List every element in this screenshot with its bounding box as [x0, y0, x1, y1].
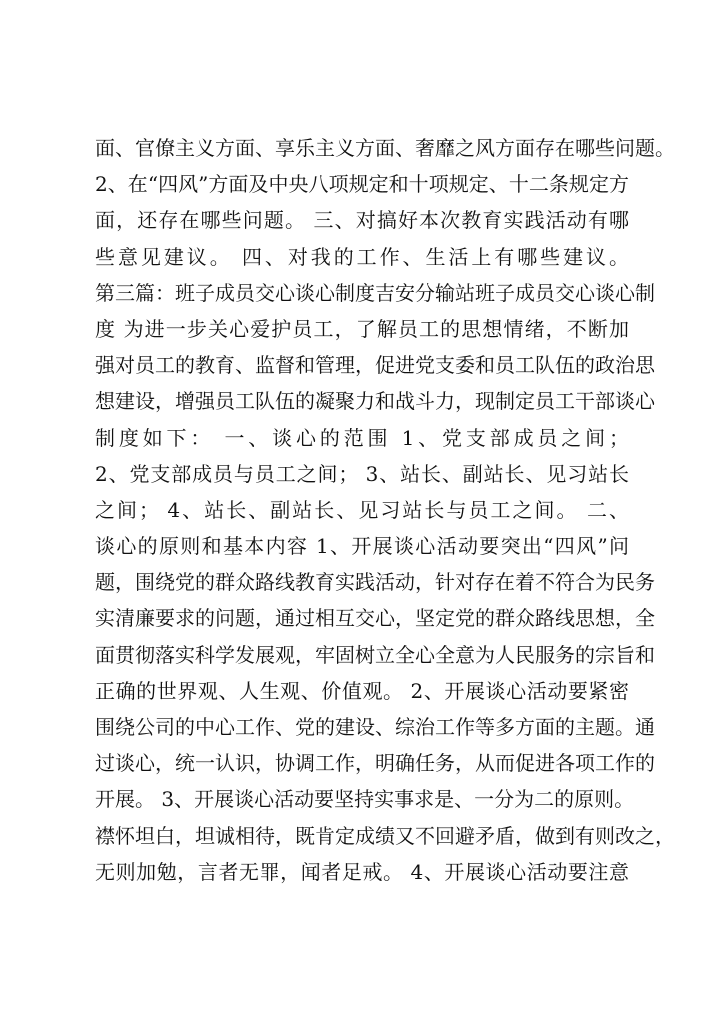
text-line: 面贯彻落实科学发展观，牢固树立全心全意为人民服务的宗旨和	[95, 642, 655, 667]
text-line: 无则加勉，言者无罪，闻者足戒。 4、开展谈心活动要注意	[95, 859, 629, 884]
text-line: 开展。 3、开展谈心活动要坚持实事求是、一分为二的原则。	[95, 787, 635, 812]
text-line: 过谈心，统一认识，协调工作，明确任务，从而促进各项工作的	[95, 751, 655, 776]
text-line: 襟怀坦白，坦诚相待，既肯定成绩又不回避矛盾，做到有则改之，	[95, 823, 675, 848]
text-line: 2、党支部成员与员工之间； 3、站长、副站长、见习站长	[95, 461, 629, 486]
text-line: 面，还存在哪些问题。 三、对搞好本次教育实践活动有哪	[95, 208, 629, 233]
text-line: 谈心的原则和基本内容 1、开展谈心活动要突出“四风”问	[95, 534, 629, 559]
text-line: 强对员工的教育、监督和管理，促进党支委和员工队伍的政治思	[95, 353, 655, 378]
text-line: 实清廉要求的问题，通过相互交心，坚定党的群众路线思想，全	[95, 606, 655, 631]
text-line: 题，围绕党的群众路线教育实践活动，针对存在着不符合为民务	[95, 570, 655, 595]
text-line: 制度如下： 一、谈心的范围 1、党支部成员之间；	[95, 425, 629, 450]
document-page	[95, 130, 675, 890]
text-line: 面、官僚主义方面、享乐主义方面、奢靡之风方面存在哪些问题。	[95, 136, 675, 160]
text-line: 2、在“四风”方面及中央八项规定和十项规定、十二条规定方	[95, 172, 629, 197]
text-line: 度 为进一步关心爱护员工，了解员工的思想情绪，不断加	[95, 316, 629, 341]
text-line: 些意见建议。 四、对我的工作、生活上有哪些建议。	[95, 244, 629, 269]
text-line: 之间； 4、站长、副站长、见习站长与员工之间。 二、	[95, 497, 629, 522]
text-line: 围绕公司的中心工作、党的建设、综治工作等多方面的主题。通	[95, 715, 655, 739]
text-line: 正确的世界观、人生观、价值观。 2、开展谈心活动要紧密	[95, 678, 629, 703]
text-line: 想建设，增强员工队伍的凝聚力和战斗力，现制定员工干部谈心	[95, 389, 655, 414]
section-title-line: 第三篇：班子成员交心谈心制度吉安分输站班子成员交心谈心制	[95, 280, 655, 305]
